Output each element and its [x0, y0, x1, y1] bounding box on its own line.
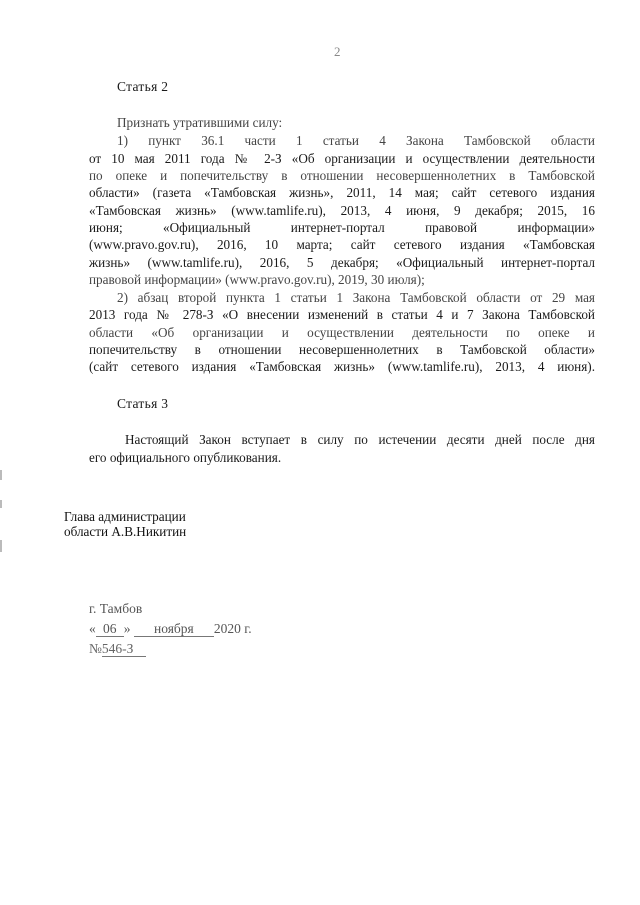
article-2-line-3: по опеке и попечительству в отношении несовершеннолетних в Тамбовской [89, 168, 595, 183]
signing-date [89, 621, 289, 639]
law-number-prefix: № [89, 641, 102, 656]
article-2-line-1: 1) пункт 36.1 части 1 статьи 4 Закона Тамбовской области [117, 133, 595, 148]
article-2-line-7: (www.pravo.gov.ru), 2016, 10 марта; сайт сетевого издания «Тамбовская [89, 237, 595, 252]
date-year: 2020 г. [213, 621, 252, 636]
article-2-line-2: от 10 мая 2011 года № 2-З «Об организации и осуществлении деятельности [89, 151, 595, 166]
article-3-line-2: его официального опубликования. [89, 450, 282, 465]
article-2-line-6: июня; «Официальный интернет-портал правовой информации» [89, 220, 595, 235]
article-2-line-10: 2) абзац второй пункта 1 статьи 1 Закона Тамбовской области от 29 мая [117, 290, 595, 305]
article-2-line-5: «Тамбовская жизнь» (www.tamlife.ru), 2013, 4 июня, 9 декабря; 2015, 16 [89, 203, 595, 218]
article-2-line-8: жизнь» (www.tamlife.ru), 2016, 5 декабря; «Официальный интернет-портал [89, 255, 595, 270]
article-2-line-11: 2013 года № 278-З «О внесении изменений в статьи 4 и 7 Закона Тамбовской [89, 307, 595, 322]
law-number-value: 546-З [102, 641, 146, 657]
date-quote-close: » [123, 621, 131, 636]
article-2-line-9: правовой информации» (www.pravo.gov.ru), 2019, 30 июля); [89, 272, 425, 287]
article-2-line-13: попечительству в отношении несовершеннолетних в Тамбовской области» [89, 342, 595, 357]
article-3-line-1: Настоящий Закон вступает в силу по истечении десяти дней после дня [125, 432, 595, 447]
date-quote-open: « [89, 621, 96, 636]
scan-margin-marks [0, 470, 4, 560]
signer-name: области А.В.Никитин [64, 524, 187, 539]
page-number: 2 [334, 44, 341, 59]
article-2-line-4: области» (газета «Тамбовская жизнь», 2011, 14 мая; сайт сетевого издания [89, 185, 595, 200]
date-month: ноября [134, 621, 214, 637]
article-2-intro: Признать утратившими силу: [117, 115, 283, 130]
article-2-line-14: (сайт сетевого издания «Тамбовская жизнь» (www.tamlife.ru), 2013, 4 июня). [89, 359, 595, 374]
signer-title: Глава администрации [64, 509, 186, 524]
city: г. Тамбов [89, 601, 143, 616]
date-day: 06 [96, 621, 124, 637]
law-number [89, 641, 146, 657]
article-2-heading: Статья 2 [117, 79, 169, 94]
article-2-line-12: области «Об организации и осуществлении деятельности по опеке и [89, 325, 595, 340]
article-3-heading: Статья 3 [117, 396, 169, 411]
